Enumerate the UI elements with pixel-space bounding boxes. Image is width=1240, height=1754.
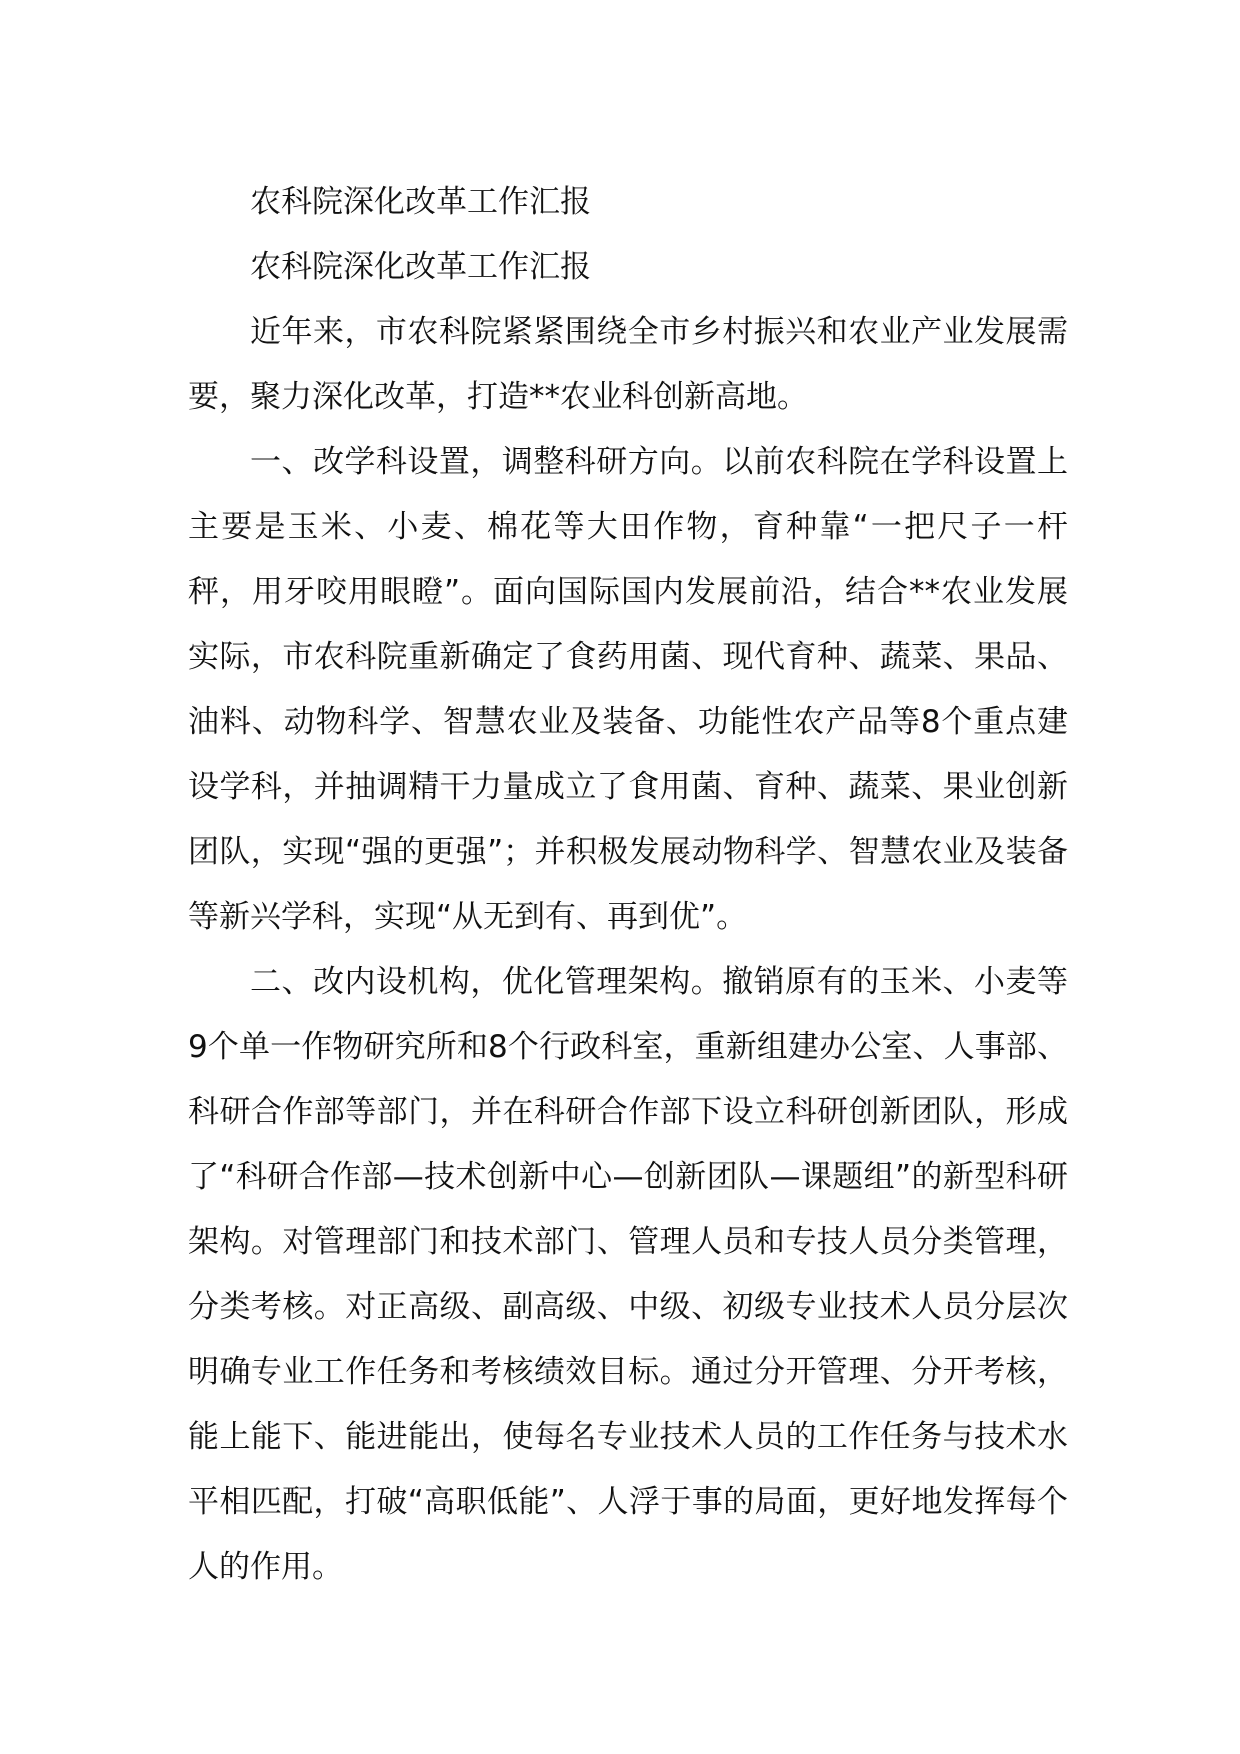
- document-subtitle: 农科院深化改革工作汇报: [250, 249, 591, 285]
- document-title: 农科院深化改革工作汇报: [250, 184, 591, 220]
- paragraph-intro: 近年来，市农科院紧紧围绕全市乡村振兴和农业产业发展需要，聚力深化改革，打造**农业科创新高地。: [188, 314, 1068, 415]
- paragraph-section-2: 二、改内设机构，优化管理架构。撤销原有的玉米、小麦等9个单一作物研究所和8个行政科室，重新组建办公室、人事部、科研合作部等部门，并在科研合作部下设立科研创新团队，形成了“科研合作部—技术创新中心—创新团队—课题组”的新型科研架构。对管理部门和技术部门、管理人员和专技人员分类管理，分类考核。对正高级、副高级、中级、初级专业技术人员分层次明确专业工作任务和考核绩效目标。通过分开管理、分开考核，能上能下、能进能出，使每名专业技术人员的工作任务与技术水平相匹配，打破“高职低能”、人浮于事的局面，更好地发挥每个人的作用。: [188, 964, 1068, 1585]
- paragraph-section-1: 一、改学科设置，调整科研方向。以前农科院在学科设置上主要是玉米、小麦、棉花等大田作物，育种靠“一把尺子一杆秤，用牙咬用眼瞪”。面向国际国内发展前沿，结合**农业发展实际，市农科院重新确定了食药用菌、现代育种、蔬菜、果品、油料、动物科学、智慧农业及装备、功能性农产品等8个重点建设学科，并抽调精干力量成立了食用菌、育种、蔬菜、果业创新团队，实现“强的更强”；并积极发展动物科学、智慧农业及装备等新兴学科，实现“从无到有、再到优”。: [188, 444, 1068, 935]
- document-page: [188, 170, 1068, 1600]
